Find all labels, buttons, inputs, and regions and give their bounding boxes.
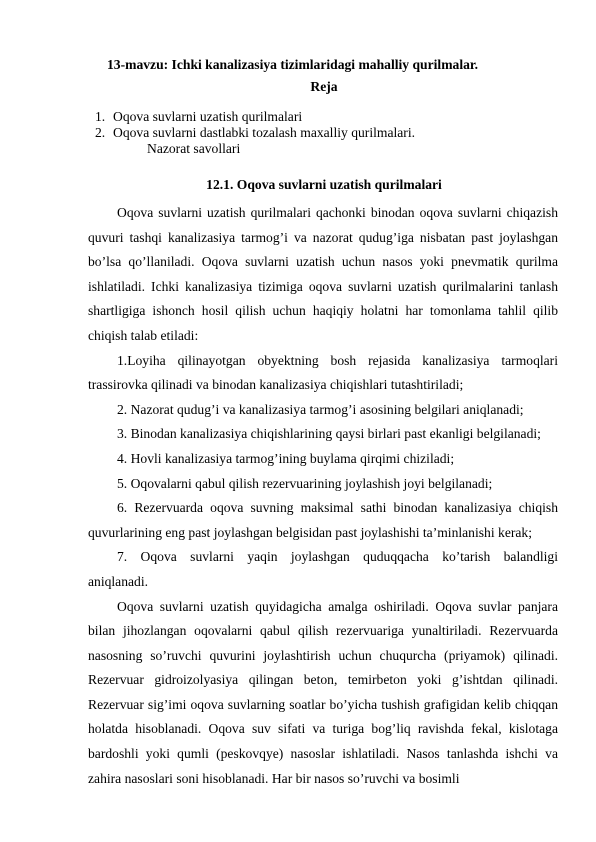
plan-item (95, 109, 302, 125)
paragraph: 3. Binodan kanalizasiya chiqishlarining qaysi birlari past ekanligi belgilanadi; (117, 426, 541, 442)
plan-item (95, 125, 415, 141)
plan-sub-item: Nazorat savollari (147, 141, 241, 156)
paragraph: Oqova suvlarni uzatish qurilmalari qachonki binodan oqova suvlarni chiqazish quvuri tashqi kanalizasiya tarmog’i va nazorat qudug’iga nisbatan past joylashgan bo’lsa qo’llaniladi. Oqova suvlarni uzatish uchun nasos yoki pnevmatik qurilma ishlatiladi. Ichki kanalizasiya tizimiga oqova suvlarni uzatish qurilmalarini tanlash shartligiga ishonch hosil qilish uchun haqiqiy holatni har tomonlama tahlil qilib chiqish talab etiladi: (88, 205, 558, 343)
plan-item-text: Oqova suvlarni uzatish qurilmalari (113, 109, 303, 124)
document-title: 13-mavzu: Ichki kanalizasiya tizimlaridagi mahalliy qurilmalar. (107, 57, 479, 72)
plan-item-number: 1. (95, 109, 106, 124)
body-text (88, 201, 558, 791)
section-title: 12.1. Oqova suvlarni uzatish qurilmalari (206, 177, 442, 192)
paragraph: 2. Nazorat qudug’i va kanalizasiya tarmog’i asosining belgilari aniqlanadi; (117, 401, 524, 417)
paragraph: 1.Loyiha qilinayotgan obyektning bosh rejasida kanalizasiya tarmoqlari trassirovka qilinadi va binodan kanalizasiya chiqishlari tutashtiriladi; (88, 352, 558, 393)
plan-item-number: 2. (95, 125, 106, 140)
plan-item-text: Oqova suvlarni dastlabki tozalash maxalliy qurilmalari. (113, 125, 416, 140)
paragraph: 4. Hovli kanalizasiya tarmog’ining buylama qirqimi chiziladi; (117, 450, 455, 466)
paragraph: Oqova suvlarni uzatish quyidagicha amalga oshiriladi. Oqova suvlar panjara bilan jihozlangan oqovalarni qabul qilish rezervuariga yunaltiriladi. Rezervuarda nasosning so’ruvchi quvurini joylashtirish uchun chuqurcha (priyamok) qilinadi. Rezervuar gidroizolyasiya qilingan beton, temirbeton yoki g’ishtdan qilinadi. Rezervuar sig’imi oqova suvlarning soatlar bo’yicha tushish grafigidan kelib chiqqan holatda hisoblanadi. Oqova suv sifati va turiga bog’liq ravishda fekal, kislotaga bardoshli yoki qumli (peskovqye) nasoslar ishlatiladi. Nasos tanlashda ishchi va zahira nasoslari soni hisoblanadi. Har bir nasos so’ruvchi va bosimli (88, 598, 558, 786)
plan-heading: Reja (310, 79, 338, 94)
paragraph: 6. Rezervuarda oqova suvning maksimal sathi binodan kanalizasiya chiqish quvurlarining eng past joylashgan belgisidan past joylashishi ta’minlanishi kerak; (88, 500, 558, 540)
paragraph: 5. Oqovalarni qabul qilish rezervuarining joylashish joyi belgilanadi; (117, 475, 493, 491)
paragraph: 7. Oqova suvlarni yaqin joylashgan quduqqacha ko’tarish balandligi aniqlanadi. (88, 549, 558, 589)
